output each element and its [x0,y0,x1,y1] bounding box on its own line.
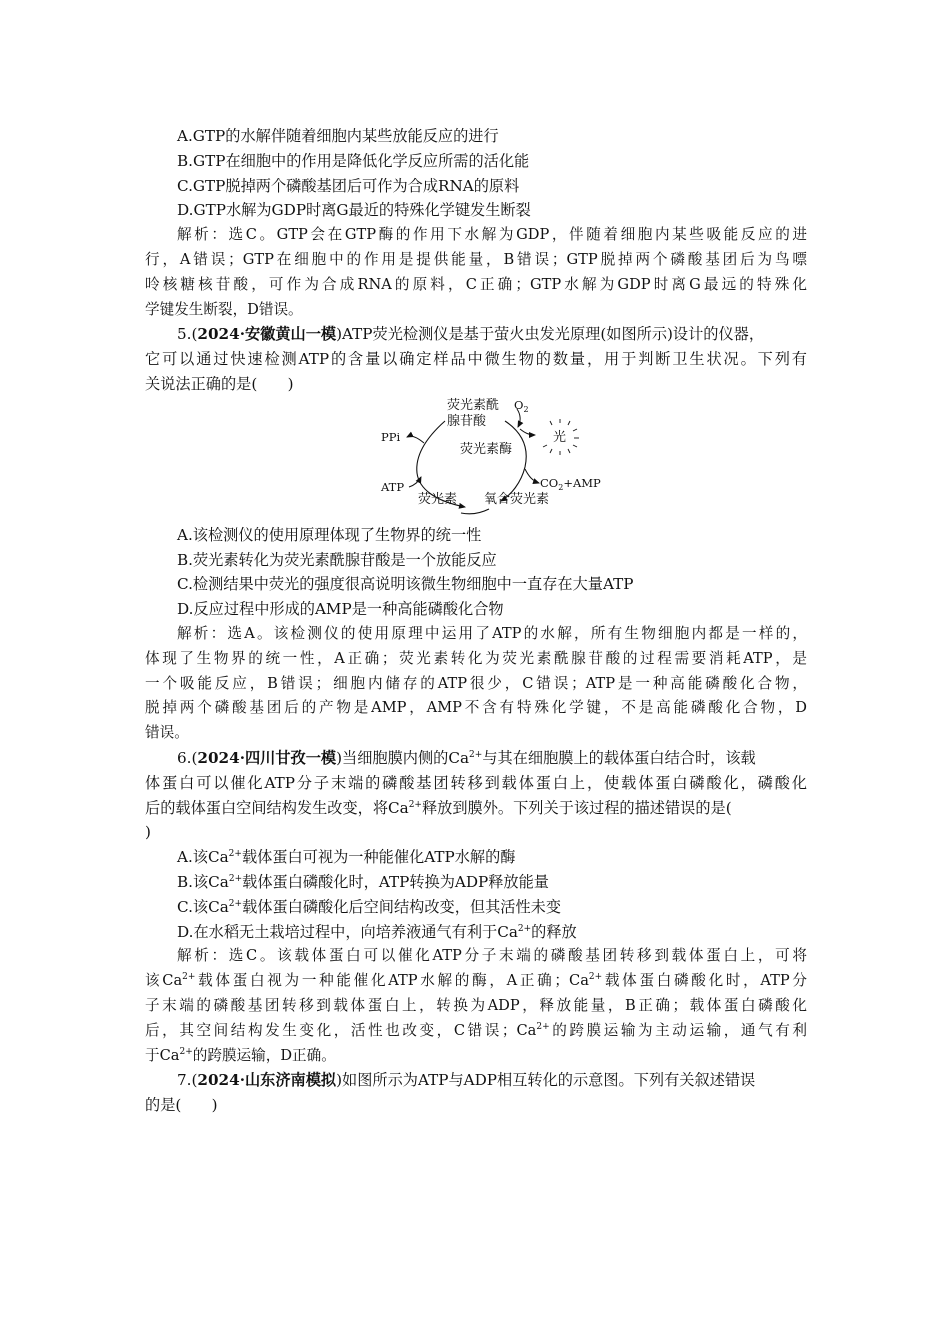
charge-superscript: 2+ [228,849,242,860]
q4-option-d: D.GTP水解为GDP时离G最近的特殊化学键发生断裂 [177,201,531,220]
q6-explanation-text: 于Ca [145,1046,180,1064]
q6-stem-line: ) [145,823,151,842]
q6-explanation-text: 载体蛋白磷酸化时，ATP分 [602,972,808,990]
q6-option-text: C.该Ca [177,897,229,916]
q5-stem-line [145,322,807,347]
light-label: 光 [553,429,567,445]
q6-stem-line [145,796,807,821]
q7-number: 7.( [177,1071,198,1090]
q4-option-c: C.GTP脱掉两个磷酸基团后可作为合成RNA的原料 [177,176,520,195]
charge-superscript: 2+ [179,1046,193,1057]
q6-option-b [145,870,807,895]
cycle-arc-right [501,421,526,501]
q6-stem-text: )当细胞膜内侧的Ca [336,748,470,767]
q6-option-text: 载体蛋白磷酸化时，ATP转换为ADP释放能量 [242,872,549,891]
q6-option-text: 的释放 [531,922,577,941]
q6-option-c [145,895,807,920]
q4-explanation-line: 学键发生断裂，D错误。 [145,300,303,318]
charge-superscript: 2+ [182,972,196,983]
luciferyl-adenylate-label-line1: 荧光素酰 [447,397,500,413]
charge-superscript: 2+ [408,799,422,810]
charge-superscript: 2+ [228,873,243,884]
q5-stem-text: )ATP荧光检测仪是基于萤火虫发光原理(如图所示)设计的仪器， [336,325,765,344]
q6-explanation-line [145,1044,807,1069]
q6-stem-line [145,746,807,771]
q6-option-d [145,920,807,945]
q7-stem-line [145,1068,807,1093]
q5-explanation-line: 错误。 [145,724,189,742]
ppi-branch-arc [407,436,424,443]
q6-explanation-line: 解析：选C。该载体蛋白可以催化ATP分子末端的磷酸基团转移到载体蛋白上，可将 [177,947,807,965]
q5-explanation-line: 一个吸能反应，B错误；细胞内储存的ATP很少，C错误；ATP是一种高能磷酸化合物， [145,674,807,692]
o2-subscript: 2 [523,404,529,414]
q5-number: 5.( [177,325,198,344]
q5-option-a: A.该检测仪的使用原理体现了生物界的统一性 [177,525,482,544]
amp-label-text: +AMP [563,475,601,490]
charge-superscript: 2+ [588,972,603,983]
q6-explanation-line: 子末端的磷酸基团转移到载体蛋白上，转换为ADP，释放能量，B正确；载体蛋白磷酸化 [145,996,807,1014]
charge-superscript: 2+ [536,1021,550,1032]
o2-label [514,398,529,414]
q5-option-d: D.反应过程中形成的AMP是一种高能磷酸化合物 [177,600,504,619]
q6-number: 6.( [177,748,198,767]
o2-label-text: O [514,397,524,412]
q4-option-b: B.GTP在细胞中的作用是降低化学反应所需的活化能 [177,151,530,170]
luciferase-cycle-diagram [145,397,807,523]
q4-explanation-line: 行，A错误；GTP在细胞中的作用是提供能量，B错误；GTP脱掉两个磷酸基团后为鸟嘌 [145,250,807,268]
q4-explanation-line: 呤核糖核苷酸，可作为合成RNA的原料，C正确；GTP水解为GDP时离G最远的特殊化 [145,275,807,293]
light-branch-arc [520,429,535,435]
q5-option-b: B.荧光素转化为荧光素酰腺苷酸是一个放能反应 [177,550,497,569]
q5-stem-line: 关说法正确的是( ) [145,374,294,393]
q6-explanation-text: 的跨膜运输为主动运输，通气有利 [549,1021,807,1039]
ppi-label: PPi [381,429,401,444]
q5-explanation-line: 体现了生物界的统一性，A正确；荧光素转化为荧光素酰腺苷酸的过程需要消耗ATP，是 [145,649,807,667]
q6-option-text: 载体蛋白磷酸化后空间结构改变，但其活性未变 [242,897,561,916]
luciferase-enzyme-label: 荧光素酶 [460,441,513,457]
q6-option-text: D.在水稻无土栽培过程中，向培养液通气有利于Ca [177,922,518,941]
q6-option-a [145,845,807,870]
charge-superscript: 2+ [517,923,532,934]
q5-option-c: C.检测结果中荧光的强度很高说明该微生物细胞中一直存在大量ATP [177,575,634,594]
co2-amp-branch-arc [525,469,539,483]
co2-amp-label [540,476,601,492]
q5-source: 2024·安徽黄山一模 [197,325,337,344]
q6-stem-text: 与其在细胞膜上的载体蛋白结合时，该载 [482,748,756,767]
q7-stem-line: 的是( ) [145,1096,218,1115]
q4-explanation-line: 解析：选C。GTP会在GTP酶的作用下水解为GDP，伴随着细胞内某些吸能反应的进 [177,226,807,244]
cycle-arc-bottom [461,509,489,514]
luciferin-label: 荧光素 [418,491,458,507]
q6-source: 2024·四川甘孜一模 [197,748,337,767]
q5-explanation-line: 脱掉两个磷酸基团后的产物是AMP，AMP不含有特殊化学键，不是高能磷酸化合物，D [145,699,807,717]
charge-superscript: 2+ [228,898,243,909]
q7-stem-text: )如图所示为ATP与ADP相互转化的示意图。下列有关叙述错误 [336,1071,756,1090]
co2-label-text: CO [540,475,559,490]
q6-explanation-text: 后，其空间结构发生变化，活性也改变，C错误；Ca [145,1021,537,1039]
q6-explanation-line [145,1019,807,1044]
q7-source: 2024·山东济南模拟 [197,1071,337,1090]
q6-stem-line: 体蛋白可以催化ATP分子末端的磷酸基团转移到载体蛋白上，使载体蛋白磷酸化，磷酸化 [145,773,807,792]
luciferase-cycle-figure [145,397,807,523]
q5-explanation-line: 解析：选A。该检测仪的使用原理中运用了ATP的水解，所有生物细胞内都是一样的， [177,624,807,642]
charge-superscript: 2+ [469,749,483,760]
atp-label: ATP [381,479,405,494]
q6-explanation-text: 该Ca [145,972,183,990]
q6-option-text: A.该Ca [177,848,229,867]
q6-explanation-text: 载体蛋白视为一种能催化ATP水解的酶，A正确；Ca [195,972,589,990]
q6-explanation-text: 的跨膜运输，D正确。 [192,1046,336,1064]
oxyluciferin-label: 氧合荧光素 [484,491,550,507]
q6-stem-text: 释放到膜外。下列关于该过程的描述错误的是( [421,798,732,817]
q6-stem-text: 后的载体蛋白空间结构发生改变，将Ca [145,798,409,817]
q4-option-a: A.GTP的水解伴随着细胞内某些放能反应的进行 [177,127,499,145]
q5-stem-line: 它可以通过快速检测ATP的含量以确定样品中微生物的数量，用于判断卫生状况。下列有 [145,350,807,369]
q6-option-text: 载体蛋白可视为一种能催化ATP水解的酶 [241,848,516,867]
co2-subscript: 2 [558,482,564,492]
q6-option-text: B.该Ca [177,872,229,891]
document-page [145,124,807,1118]
luciferyl-adenylate-label-line2: 腺苷酸 [447,413,487,429]
q6-explanation-line [145,969,807,994]
